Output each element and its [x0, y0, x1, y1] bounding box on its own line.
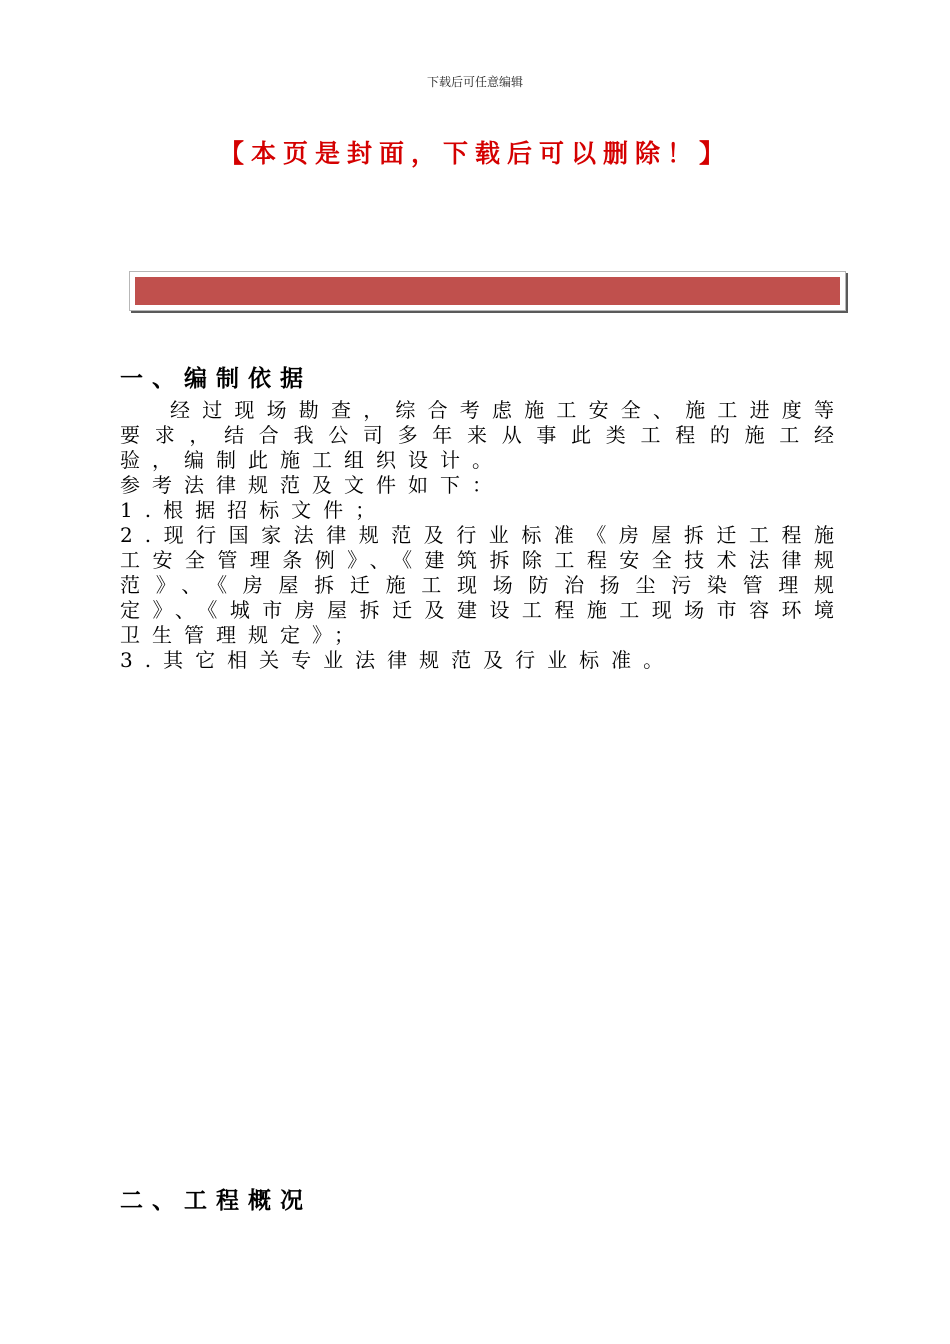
list-item-1: 1.根据招标文件；	[120, 498, 388, 522]
title-banner	[129, 271, 846, 311]
section-1-body	[120, 398, 846, 673]
section-heading-2: 二、工程概况	[120, 1188, 312, 1214]
page-header: 下载后可任意编辑	[426, 75, 523, 89]
paragraph-reference-intro: 参考法律规范及文件如下：	[120, 473, 504, 497]
section-heading-1: 一、编制依据	[120, 366, 312, 392]
paragraph-intro: 经过现场勘查，综合考虑施工安全、施工进度等要求，结合我公司多年来从事此类工程的施工经验，编制此施工组织设计。	[120, 398, 846, 472]
list-item-2: 2.现行国家法律规范及行业标准《房屋拆迁工程施工安全管理条例》、《建筑拆除工程安全技术法律规范》、《房屋拆迁施工现场防治扬尘污染管理规定》、《城市房屋拆迁及建设工程施工现场市容环境卫生管理规定》；	[120, 523, 846, 647]
title-banner-fill	[135, 277, 840, 305]
cover-notice: 【本页是封面，下载后可以删除！】	[218, 139, 731, 168]
list-item-3: 3.其它相关专业法律规范及行业标准。	[120, 648, 676, 672]
